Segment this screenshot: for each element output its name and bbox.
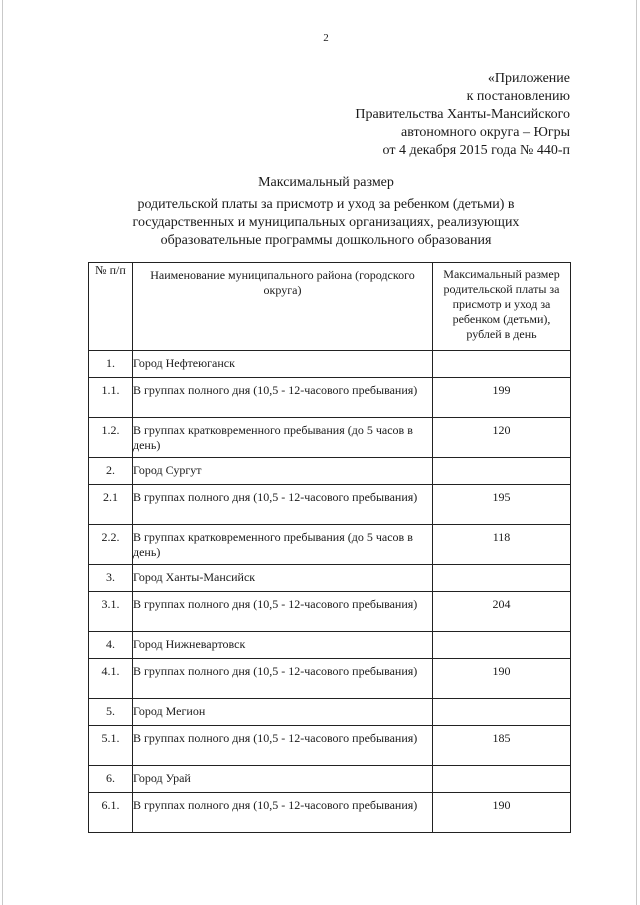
row-value xyxy=(433,632,571,659)
row-name: Город Мегион xyxy=(133,699,433,726)
row-number: 1.2. xyxy=(89,418,133,458)
table-row xyxy=(89,726,571,766)
row-name: Город Нижневартовск xyxy=(133,632,433,659)
appendix-line: «Приложение xyxy=(487,71,570,86)
row-number: 5.1. xyxy=(89,726,133,766)
row-value xyxy=(433,351,571,378)
row-number: 2.2. xyxy=(89,525,133,565)
title-line: Максимальный размер xyxy=(258,175,394,190)
appendix-line: к постановлению xyxy=(466,89,570,104)
table-row xyxy=(89,351,571,378)
appendix-line: от 4 декабря 2015 года № 440-п xyxy=(382,143,570,158)
row-number: 2.1 xyxy=(89,485,133,525)
table-header-row xyxy=(89,263,571,351)
row-value: 185 xyxy=(433,726,571,766)
header-max-fee: Максимальный размер родительской платы за присмотр и уход за ребенком (детьми), рублей в день xyxy=(433,263,571,351)
page-number: 2 xyxy=(323,32,329,44)
table-row xyxy=(89,659,571,699)
row-name: Город Нефтеюганск xyxy=(133,351,433,378)
table-row xyxy=(89,766,571,793)
row-value: 118 xyxy=(433,525,571,565)
row-value: 195 xyxy=(433,485,571,525)
row-number: 2. xyxy=(89,458,133,485)
table-row xyxy=(89,525,571,565)
table-row xyxy=(89,458,571,485)
scan-edge-left xyxy=(2,0,3,905)
title-line: государственных и муниципальных организациях, реализующих xyxy=(132,215,520,230)
appendix-line: автономного округа – Югры xyxy=(401,125,570,140)
header-number: № п/п xyxy=(89,263,133,351)
row-number: 3. xyxy=(89,565,133,592)
row-number: 6.1. xyxy=(89,793,133,833)
title-line: родительской платы за присмотр и уход за ребенком (детьми) в xyxy=(137,197,515,212)
table-row xyxy=(89,565,571,592)
row-value: 204 xyxy=(433,592,571,632)
row-value: 190 xyxy=(433,659,571,699)
table-row xyxy=(89,699,571,726)
row-number: 1.1. xyxy=(89,378,133,418)
row-name: В группах полного дня (10,5 - 12-часового пребывания) xyxy=(133,726,433,766)
appendix-line: Правительства Ханты-Мансийского xyxy=(355,107,570,122)
row-value xyxy=(433,458,571,485)
table-row xyxy=(89,418,571,458)
appendix-header xyxy=(355,70,570,160)
row-number: 4.1. xyxy=(89,659,133,699)
table-row xyxy=(89,378,571,418)
row-number: 6. xyxy=(89,766,133,793)
row-name: В группах кратковременного пребывания (до 5 часов в день) xyxy=(133,525,433,565)
row-name: В группах полного дня (10,5 - 12-часового пребывания) xyxy=(133,378,433,418)
tariff-table xyxy=(88,262,571,833)
table-row xyxy=(89,485,571,525)
row-value xyxy=(433,699,571,726)
row-number: 1. xyxy=(89,351,133,378)
title-line: образовательные программы дошкольного образования xyxy=(160,233,492,248)
row-name: Город Урай xyxy=(133,766,433,793)
row-value xyxy=(433,565,571,592)
row-value: 199 xyxy=(433,378,571,418)
row-value: 120 xyxy=(433,418,571,458)
row-name: В группах полного дня (10,5 - 12-часового пребывания) xyxy=(133,485,433,525)
row-name: В группах полного дня (10,5 - 12-часового пребывания) xyxy=(133,793,433,833)
row-name: В группах полного дня (10,5 - 12-часового пребывания) xyxy=(133,592,433,632)
row-number: 4. xyxy=(89,632,133,659)
table-row xyxy=(89,793,571,833)
row-name: В группах кратковременного пребывания (до 5 часов в день) xyxy=(133,418,433,458)
row-value: 190 xyxy=(433,793,571,833)
table-row xyxy=(89,592,571,632)
header-municipality: Наименование муниципального района (городского округа) xyxy=(133,263,433,351)
row-number: 3.1. xyxy=(89,592,133,632)
row-name: Город Ханты-Мансийск xyxy=(133,565,433,592)
scan-edge-right xyxy=(636,0,637,905)
table-row xyxy=(89,632,571,659)
row-name: Город Сургут xyxy=(133,458,433,485)
document-title xyxy=(98,174,554,250)
row-number: 5. xyxy=(89,699,133,726)
row-value xyxy=(433,766,571,793)
row-name: В группах полного дня (10,5 - 12-часового пребывания) xyxy=(133,659,433,699)
